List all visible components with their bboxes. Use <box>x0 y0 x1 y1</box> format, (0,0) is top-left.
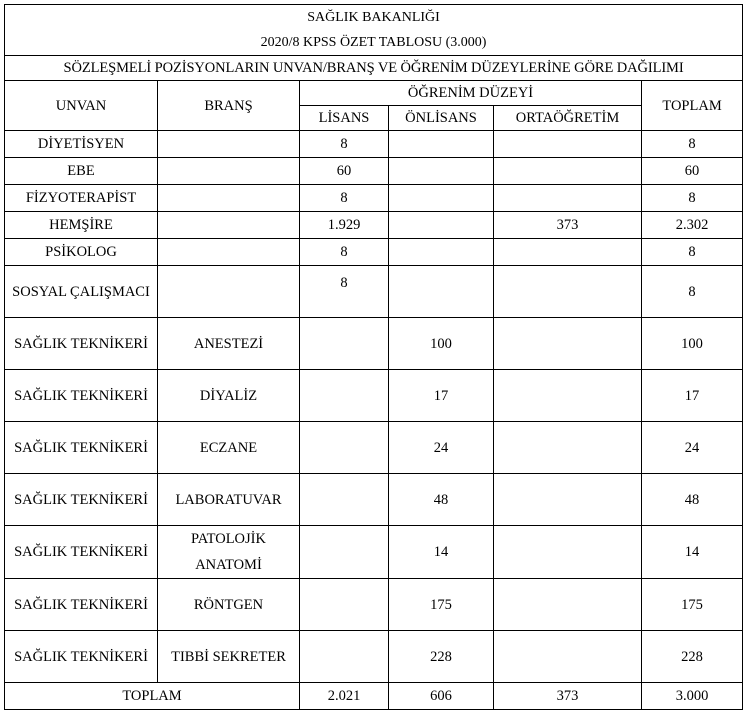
cell-ortaogretim <box>494 185 642 212</box>
cell-ortaogretim <box>494 318 642 370</box>
total-toplam: 3.000 <box>642 683 743 710</box>
cell-ortaogretim <box>494 526 642 579</box>
table-row <box>5 474 743 526</box>
header-ogrenim: ÖĞRENİM DÜZEYİ <box>300 81 642 106</box>
table-row <box>5 158 743 185</box>
cell-unvan: EBE <box>5 158 158 185</box>
cell-brans: ANESTEZİ <box>158 318 300 370</box>
cell-ortaogretim <box>494 131 642 158</box>
cell-lisans: 60 <box>300 158 389 185</box>
table-row <box>5 370 743 422</box>
cell-toplam: 8 <box>642 131 743 158</box>
cell-brans: LABORATUVAR <box>158 474 300 526</box>
cell-unvan: SAĞLIK TEKNİKERİ <box>5 422 158 474</box>
cell-lisans <box>300 318 389 370</box>
cell-ortaogretim <box>494 579 642 631</box>
cell-toplam: 60 <box>642 158 743 185</box>
cell-unvan: SAĞLIK TEKNİKERİ <box>5 579 158 631</box>
cell-toplam: 228 <box>642 631 743 683</box>
cell-lisans <box>300 631 389 683</box>
cell-ortaogretim: 373 <box>494 212 642 239</box>
cell-ortaogretim <box>494 266 642 318</box>
cell-brans <box>158 239 300 266</box>
cell-brans <box>158 212 300 239</box>
cell-brans: ECZANE <box>158 422 300 474</box>
table-row <box>5 631 743 683</box>
cell-toplam: 8 <box>642 266 743 318</box>
cell-brans <box>158 185 300 212</box>
cell-toplam: 24 <box>642 422 743 474</box>
cell-onlisans <box>389 158 494 185</box>
cell-lisans: 8 <box>300 239 389 266</box>
summary-table <box>4 4 743 710</box>
cell-onlisans: 100 <box>389 318 494 370</box>
cell-ortaogretim <box>494 422 642 474</box>
cell-onlisans: 228 <box>389 631 494 683</box>
table-row <box>5 239 743 266</box>
header-ortaogretim: ORTAÖĞRETİM <box>494 106 642 131</box>
cell-toplam: 17 <box>642 370 743 422</box>
cell-ortaogretim <box>494 370 642 422</box>
cell-brans <box>158 158 300 185</box>
cell-toplam: 14 <box>642 526 743 579</box>
table-row <box>5 185 743 212</box>
summary-sheet <box>4 4 742 710</box>
cell-unvan: HEMŞİRE <box>5 212 158 239</box>
cell-lisans: 8 <box>300 266 389 318</box>
cell-lisans: 8 <box>300 131 389 158</box>
cell-onlisans: 48 <box>389 474 494 526</box>
total-row <box>5 683 743 710</box>
table-row <box>5 422 743 474</box>
table-row <box>5 526 743 579</box>
cell-unvan: SAĞLIK TEKNİKERİ <box>5 526 158 579</box>
cell-lisans <box>300 370 389 422</box>
cell-toplam: 2.302 <box>642 212 743 239</box>
total-onlisans: 606 <box>389 683 494 710</box>
table-row <box>5 212 743 239</box>
title-line-1: SAĞLIK BAKANLIĞI <box>5 5 743 31</box>
cell-ortaogretim <box>494 474 642 526</box>
cell-ortaogretim <box>494 158 642 185</box>
cell-onlisans <box>389 131 494 158</box>
cell-unvan: SAĞLIK TEKNİKERİ <box>5 370 158 422</box>
cell-unvan: SOSYAL ÇALIŞMACI <box>5 266 158 318</box>
cell-toplam: 100 <box>642 318 743 370</box>
total-label: TOPLAM <box>5 683 300 710</box>
cell-unvan: SAĞLIK TEKNİKERİ <box>5 318 158 370</box>
cell-brans <box>158 266 300 318</box>
cell-lisans <box>300 526 389 579</box>
subtitle: SÖZLEŞMELİ POZİSYONLARIN UNVAN/BRANŞ VE ÖĞRENİM DÜZEYLERİNE GÖRE DAĞILIMI <box>5 56 743 81</box>
cell-lisans: 1.929 <box>300 212 389 239</box>
table-row <box>5 579 743 631</box>
cell-lisans <box>300 474 389 526</box>
cell-toplam: 48 <box>642 474 743 526</box>
cell-ortaogretim <box>494 239 642 266</box>
header-brans: BRANŞ <box>158 81 300 131</box>
total-lisans: 2.021 <box>300 683 389 710</box>
table-row <box>5 318 743 370</box>
cell-onlisans <box>389 266 494 318</box>
header-toplam: TOPLAM <box>642 81 743 131</box>
cell-onlisans <box>389 212 494 239</box>
cell-onlisans: 175 <box>389 579 494 631</box>
cell-onlisans: 24 <box>389 422 494 474</box>
cell-onlisans: 17 <box>389 370 494 422</box>
cell-unvan: DİYETİSYEN <box>5 131 158 158</box>
total-ortaogretim: 373 <box>494 683 642 710</box>
cell-brans: RÖNTGEN <box>158 579 300 631</box>
header-lisans: LİSANS <box>300 106 389 131</box>
table-row <box>5 131 743 158</box>
cell-onlisans <box>389 185 494 212</box>
cell-onlisans <box>389 239 494 266</box>
table-row <box>5 266 743 318</box>
cell-toplam: 175 <box>642 579 743 631</box>
cell-lisans <box>300 422 389 474</box>
cell-onlisans: 14 <box>389 526 494 579</box>
header-onlisans: ÖNLİSANS <box>389 106 494 131</box>
cell-lisans: 8 <box>300 185 389 212</box>
cell-brans <box>158 131 300 158</box>
cell-unvan: FİZYOTERAPİST <box>5 185 158 212</box>
cell-brans: PATOLOJİK ANATOMİ <box>158 526 300 579</box>
title-line-2: 2020/8 KPSS ÖZET TABLOSU (3.000) <box>5 30 743 56</box>
cell-brans: DİYALİZ <box>158 370 300 422</box>
cell-ortaogretim <box>494 631 642 683</box>
cell-brans: TIBBİ SEKRETER <box>158 631 300 683</box>
cell-unvan: SAĞLIK TEKNİKERİ <box>5 631 158 683</box>
header-unvan: UNVAN <box>5 81 158 131</box>
cell-toplam: 8 <box>642 185 743 212</box>
cell-unvan: PSİKOLOG <box>5 239 158 266</box>
cell-toplam: 8 <box>642 239 743 266</box>
cell-unvan: SAĞLIK TEKNİKERİ <box>5 474 158 526</box>
cell-lisans <box>300 579 389 631</box>
